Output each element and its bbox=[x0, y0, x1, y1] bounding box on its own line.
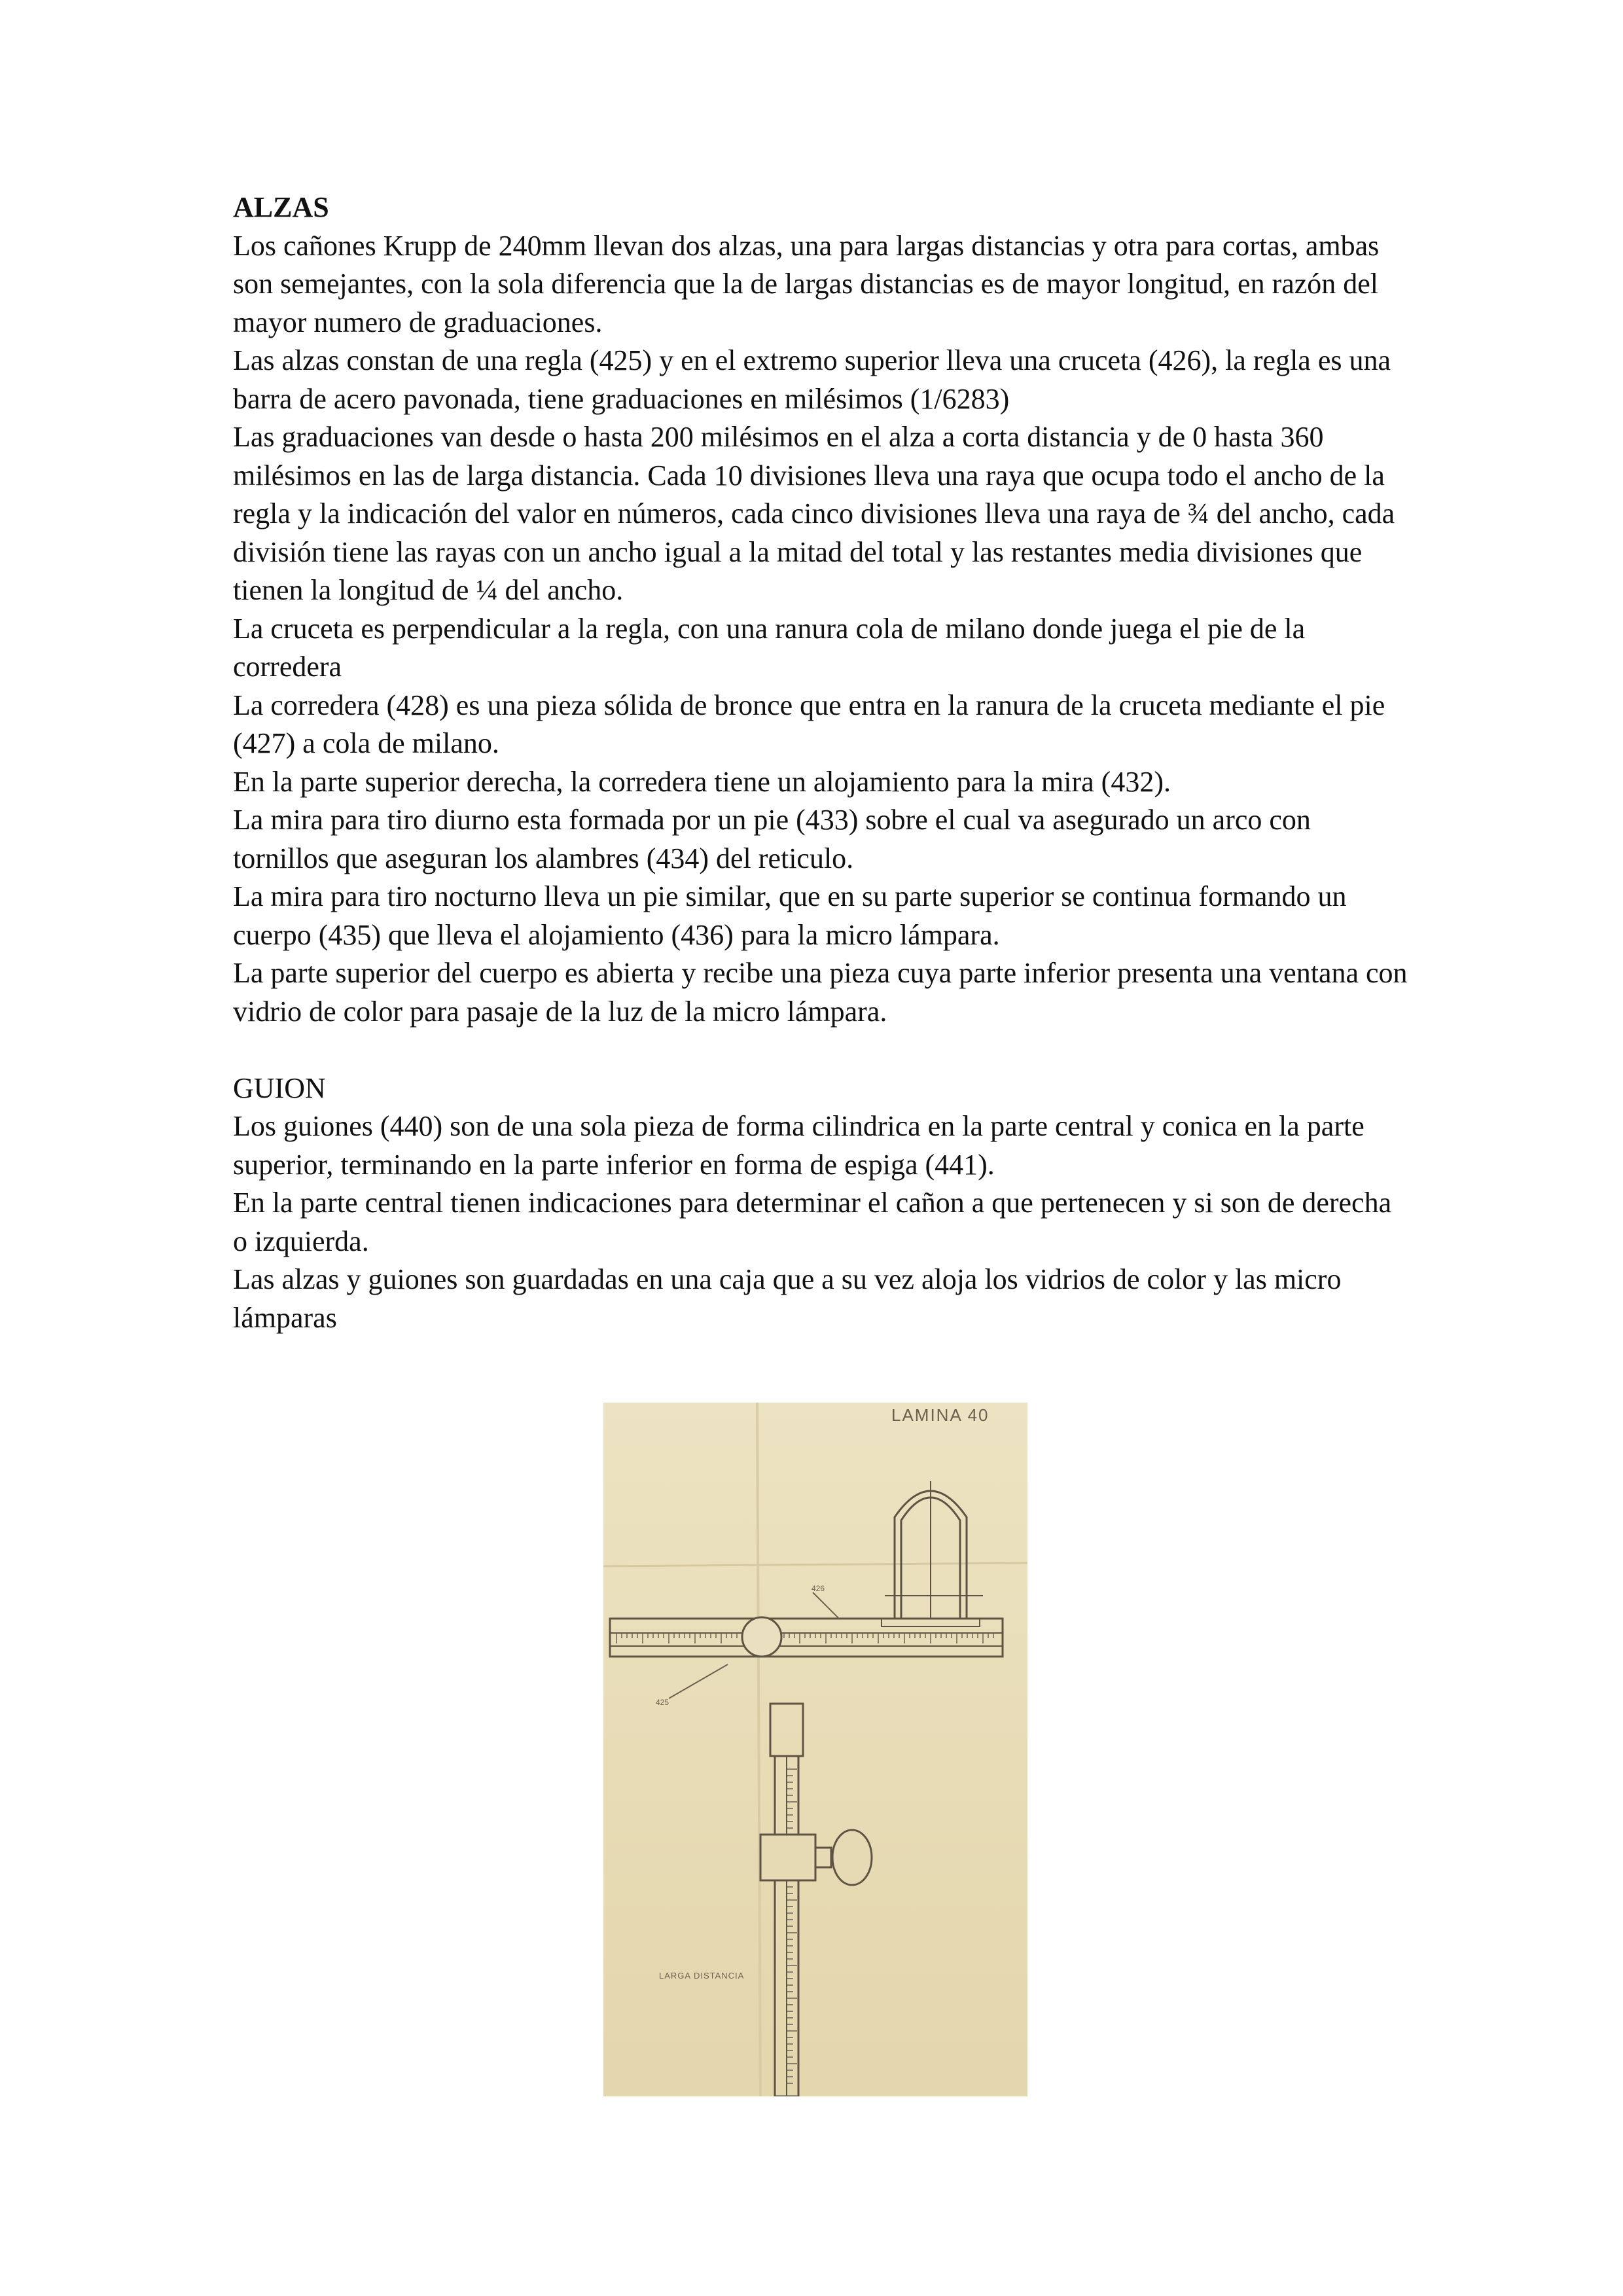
paper-fold-line bbox=[757, 1403, 760, 2096]
callout-leader bbox=[669, 1664, 728, 1698]
sight-drawing bbox=[603, 1403, 1027, 2096]
alzas-paragraph-6: En la parte superior derecha, la corredera tiene un alojamiento para la mira (432). bbox=[233, 765, 1171, 798]
alzas-paragraph-8: La mira para tiro nocturno lleva un pie similar, que en su parte superior se continua formando un cuerpo (435) que lleva el alojamiento (436) para la micro lámpara. bbox=[233, 880, 1347, 951]
section-heading-alzas: ALZAS bbox=[233, 191, 329, 223]
technical-drawing-figure bbox=[603, 1403, 1027, 2096]
ruler-scale-ticks bbox=[787, 1769, 797, 2083]
section-heading-guion: GUION bbox=[233, 1071, 326, 1104]
guion-paragraph-3: Las alzas y guiones son guardadas en una caja que a su vez aloja los vidrios de color y las micro lámparas bbox=[233, 1263, 1342, 1334]
section-spacer bbox=[233, 1031, 1411, 1069]
alzas-paragraph-1: Los cañones Krupp de 240mm llevan dos alzas, una para largas distancias y otra para cortas, ambas son semejantes, con la sola diferencia que la de largas distancias es de mayor longitud, en razón del mayor numero de graduaciones. bbox=[233, 229, 1380, 338]
callout-426: 426 bbox=[812, 1584, 825, 1593]
alzas-paragraph-2: Las alzas constan de una regla (425) y en el extremo superior lleva una cruceta (426), la regla es una barra de acero pavonada, tiene graduaciones en milésimos (1/6283) bbox=[233, 344, 1391, 415]
callout-leader bbox=[813, 1592, 839, 1619]
alzas-paragraph-5: La corredera (428) es una pieza sólida de bronce que entra en la ranura de la cruceta mediante el pie (427) a cola de milano. bbox=[233, 689, 1385, 759]
alzas-paragraph-4: La cruceta es perpendicular a la regla, con una ranura cola de milano donde juega el pie de la corredera bbox=[233, 612, 1306, 683]
sheet-label: LAMINA 40 bbox=[891, 1405, 990, 1425]
alzas-paragraph-9: La parte superior del cuerpo es abierta y recibe una pieza cuya parte inferior presenta una ventana con vidrio de color para pasaje de la luz de la micro lámpara. bbox=[233, 957, 1408, 1028]
knob-icon bbox=[832, 1830, 872, 1885]
side-note: LARGA DISTANCIA bbox=[659, 1971, 745, 1981]
slider-disc bbox=[742, 1617, 781, 1657]
guion-paragraph-1: Los guiones (440) son de una sola pieza de forma cilindrica en la parte central y conica en la parte superior, terminando en la parte inferior en forma de espiga (441). bbox=[233, 1110, 1364, 1181]
slider-block bbox=[760, 1830, 872, 1885]
callout-425: 425 bbox=[656, 1698, 669, 1707]
crosshead-scale-ticks bbox=[616, 1633, 993, 1643]
guion-paragraph-2: En la parte central tienen indicaciones para determinar el cañon a que pertenecen y si son de derecha o izquierda. bbox=[233, 1187, 1392, 1257]
document-body bbox=[233, 188, 1411, 1337]
paper-fold-line bbox=[603, 1563, 1027, 1566]
sight-arch bbox=[882, 1481, 983, 1626]
alzas-paragraph-7: La mira para tiro diurno esta formada por un pie (433) sobre el cual va asegurado un arco con tornillos que aseguran los alambres (434) del reticulo. bbox=[233, 804, 1311, 874]
alzas-paragraph-3: Las graduaciones van desde o hasta 200 milésimos en el alza a corta distancia y de 0 hasta 360 milésimos en las de larga distancia. Cada 10 divisiones lleva una raya que ocupa todo el ancho de la regla y la indicación del valor en números, cada cinco divisiones lleva una raya de ¾ del ancho, cada división tiene las rayas con un ancho igual a la mitad del total y las restantes media divisiones que tienen la longitud de ¼ del ancho. bbox=[233, 421, 1395, 606]
